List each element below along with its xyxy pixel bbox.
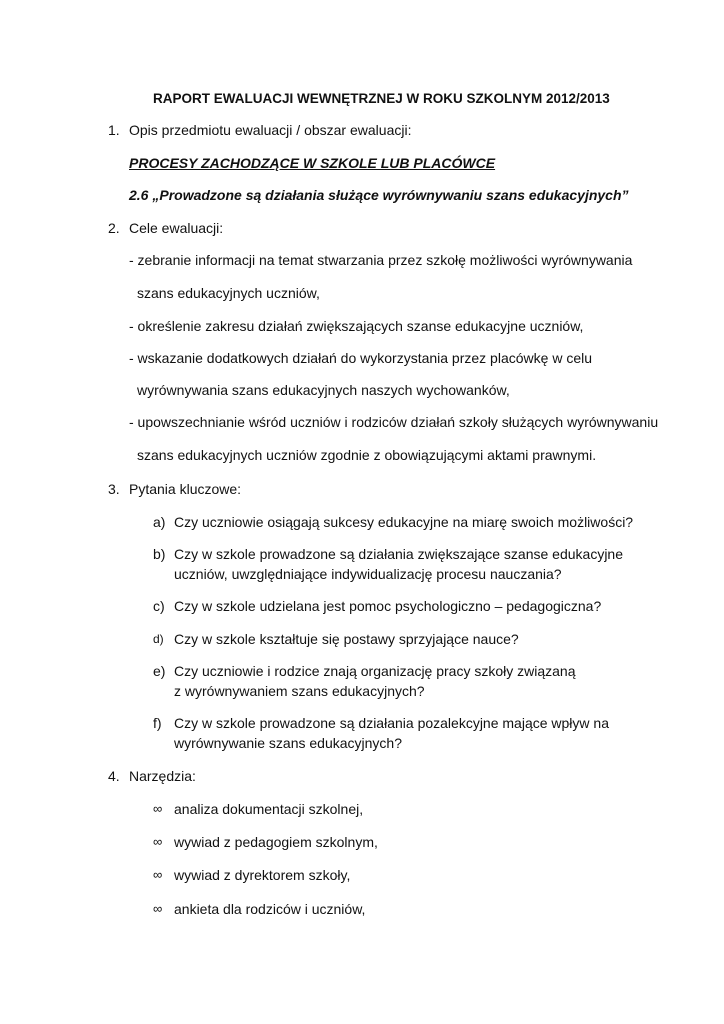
infinity-bullet-icon: ∞ bbox=[153, 801, 163, 816]
page-title: RAPORT EWALUACJI WEWNĘTRZNEJ W ROKU SZKOLNYM 2012/2013 bbox=[153, 91, 610, 106]
goal-line: szans edukacyjnych uczniów, bbox=[137, 285, 320, 301]
goal-line: - zebranie informacji na temat stwarzania przez szkołę możliwości wyrównywania bbox=[129, 252, 633, 268]
question-text: wyrównywanie szans edukacyjnych? bbox=[174, 735, 402, 751]
question-text: Czy w szkole udzielana jest pomoc psychologiczno – pedagogiczna? bbox=[174, 598, 602, 614]
section-heading: Narzędzia: bbox=[129, 768, 196, 784]
question-marker: a) bbox=[153, 514, 166, 530]
question-text: z wyrównywaniem szans edukacyjnych? bbox=[174, 683, 425, 699]
tool-item: wywiad z pedagogiem szkolnym, bbox=[174, 834, 378, 850]
question-text: uczniów, uwzględniające indywidualizację procesu nauczania? bbox=[174, 566, 562, 582]
section-number: 2. bbox=[108, 220, 120, 236]
section-heading: Cele ewaluacji: bbox=[129, 220, 224, 236]
goal-line: - upowszechnianie wśród uczniów i rodziców działań szkoły służących wyrównywaniu bbox=[129, 414, 659, 430]
goal-line: - wskazanie dodatkowych działań do wykorzystania przez placówkę w celu bbox=[129, 350, 592, 366]
question-marker: f) bbox=[153, 715, 162, 731]
question-marker: d) bbox=[153, 632, 164, 646]
tool-item: wywiad z dyrektorem szkoły, bbox=[174, 867, 351, 883]
goal-line: - określenie zakresu działań zwiększających szanse edukacyjne uczniów, bbox=[129, 318, 584, 334]
requirement-text: 2.6 „Prowadzone są działania służące wyrównywaniu szans edukacyjnych” bbox=[129, 187, 629, 203]
question-marker: c) bbox=[153, 598, 165, 614]
goal-line: wyrównywania szans edukacyjnych naszych wychowanków, bbox=[137, 382, 510, 398]
infinity-bullet-icon: ∞ bbox=[153, 901, 163, 916]
goal-line: szans edukacyjnych uczniów zgodnie z obowiązującymi aktami prawnymi. bbox=[137, 447, 597, 463]
tool-item: ankieta dla rodziców i uczniów, bbox=[174, 901, 366, 917]
section-number: 1. bbox=[108, 122, 120, 138]
question-text: Czy w szkole kształtuje się postawy sprzyjające nauce? bbox=[174, 631, 519, 647]
question-text: Czy uczniowie osiągają sukcesy edukacyjne na miarę swoich możliwości? bbox=[174, 514, 634, 530]
tool-item: analiza dokumentacji szkolnej, bbox=[174, 801, 364, 817]
section-heading: Opis przedmiotu ewaluacji / obszar ewaluacji: bbox=[129, 122, 412, 138]
section-number: 3. bbox=[108, 481, 120, 497]
infinity-bullet-icon: ∞ bbox=[153, 867, 163, 882]
question-marker: e) bbox=[153, 663, 166, 679]
question-text: Czy w szkole prowadzone są działania pozalekcyjne mające wpływ na bbox=[174, 715, 609, 731]
question-text: Czy w szkole prowadzone są działania zwiększające szanse edukacyjne bbox=[174, 546, 624, 562]
evaluation-area: PROCESY ZACHODZĄCE W SZKOLE LUB PLACÓWCE bbox=[129, 155, 496, 171]
question-text: Czy uczniowie i rodzice znają organizację pracy szkoły związaną bbox=[174, 663, 576, 679]
section-number: 4. bbox=[108, 768, 120, 784]
infinity-bullet-icon: ∞ bbox=[153, 834, 163, 849]
question-marker: b) bbox=[153, 546, 166, 562]
section-heading: Pytania kluczowe: bbox=[129, 481, 242, 497]
